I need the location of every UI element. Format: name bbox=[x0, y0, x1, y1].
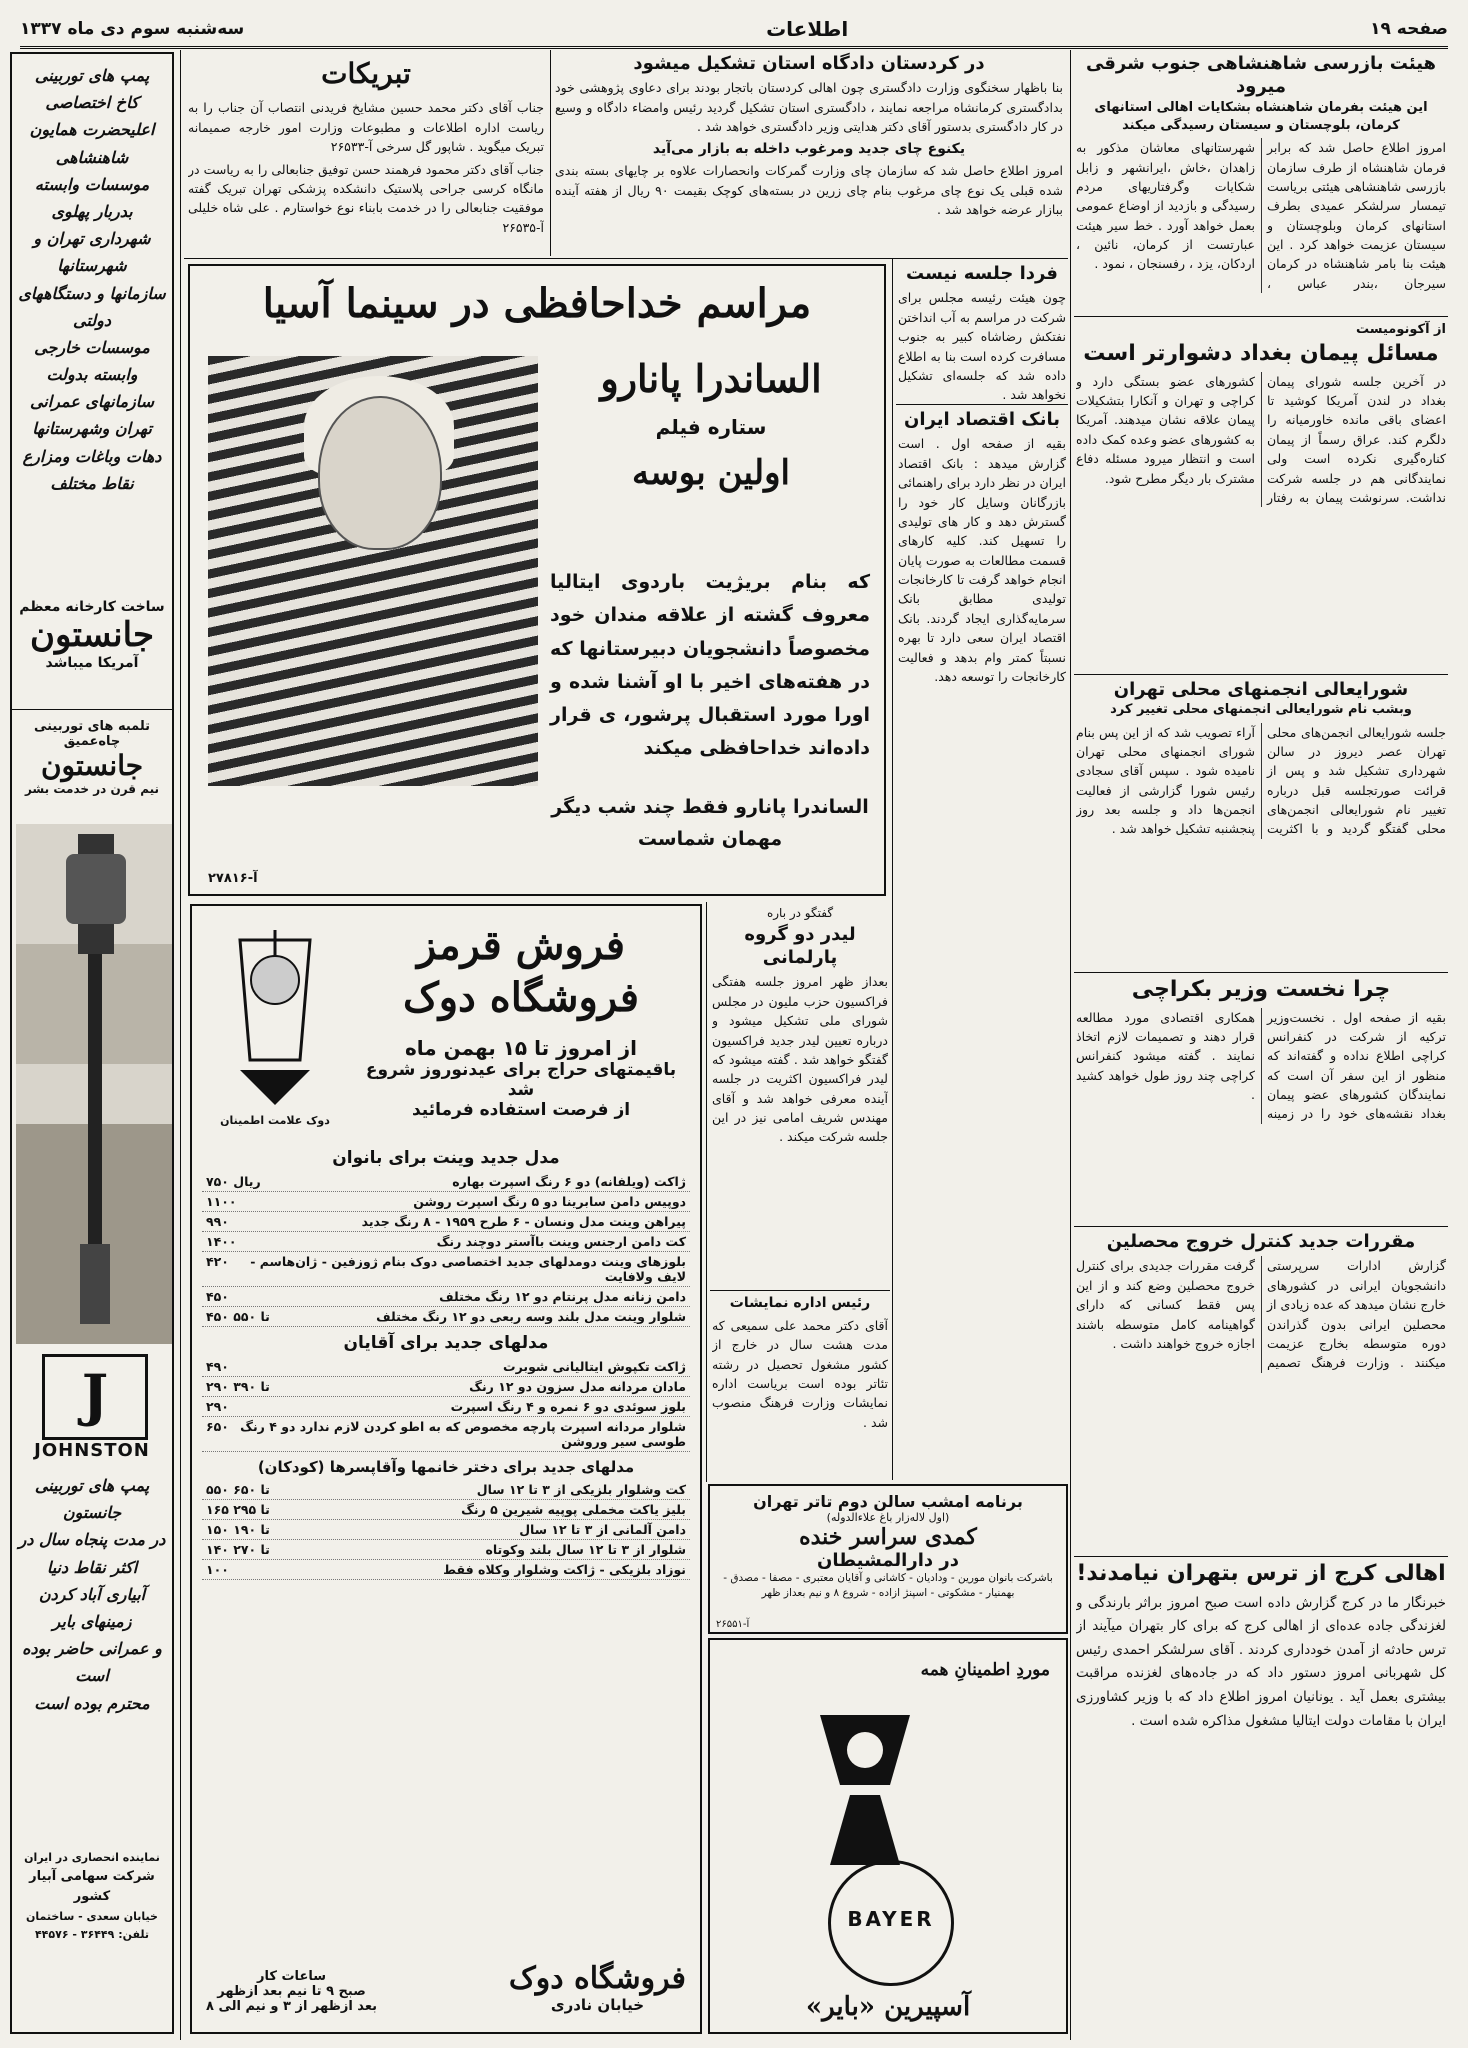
congrats-paragraph: جناب آقای دکتر محمد حسین مشایخ فریدنی انتصاب آن جناب را به ریاست اداره اطلاعات و مطبوعات وزارت امور خارجه صمیمانه تبریک میگوید . شاپور گل سرخی آ-۲۶۵۳۳ bbox=[188, 100, 544, 155]
item-price: ۴۵۰ تا ۵۵۰ bbox=[206, 1309, 270, 1324]
item-price: ۹۹۰ bbox=[206, 1214, 229, 1229]
item-price: ۴۲۰ bbox=[206, 1254, 229, 1269]
headline: بانک اقتصاد ایران bbox=[904, 409, 1060, 430]
cinema-ad bbox=[188, 264, 886, 896]
theater-cast: باشرکت بانوان مورین - ودادیان - کاشانی و آقایان معتبری - مصفا - مصدق - بهمنیار - مشکوتی - اسپنژ ازاده - شروع ۸ و نیم بعداز ظهر bbox=[723, 1572, 1053, 1599]
cinema-ad-closing: الساندرا پانارو فقط چند شب دیگر bbox=[551, 796, 869, 818]
hours-evening: بعد ازظهر از ۳ و نیم الی ۸ bbox=[206, 1999, 378, 2014]
cartoon-figure bbox=[790, 1695, 940, 1875]
sale-line: باقیمتهای حراج برای عیدنوروز شروع شد bbox=[365, 1060, 677, 1100]
item-price: ۱۴۰ تا ۲۷۰ bbox=[206, 1542, 270, 1557]
actress-photo bbox=[208, 356, 538, 786]
item-price: ۲۹۰ تا ۳۹۰ bbox=[206, 1379, 270, 1394]
article-karaj bbox=[1076, 1560, 1446, 2030]
promo-line: محترم بوده است bbox=[34, 1693, 150, 1713]
price-list bbox=[202, 1144, 690, 1580]
bayer-slogan: موردِ اطمینانِ همه bbox=[920, 1660, 1050, 1680]
price-row bbox=[202, 1480, 690, 1500]
item-price: ۱۵۰ تا ۱۹۰ bbox=[206, 1522, 270, 1537]
item-name: کت دامن ارجنس وینت باآستر دوچند رنگ bbox=[436, 1234, 686, 1249]
bayer-ad bbox=[708, 1638, 1068, 2034]
cinema-ad-body: که بنام بریژیت باردوی ایتالیا معروف گشته از علاقه مندان خود مخصوصاً دانشجویان دبیرستانها که در هفته‌های اخیر با او آشنا شده و اورا مورد استقبال پرشور، ی قرار داده‌اند خداحافظی میکند bbox=[550, 571, 870, 760]
men-items bbox=[202, 1357, 690, 1452]
headline: رئیس اداره نمایشات bbox=[729, 1295, 871, 1311]
item-price: ۴۵۰ bbox=[206, 1289, 229, 1304]
article-body: امروز اطلاع حاصل شد که سازمان چای وزارت گمرکات وانحصارات علاوه بر چایهای بسته بندی شده قبلی یک نوع چای مرغوب بنام چای زرین در بسته‌های کوچک بقیمت ۹۰ ریال از هفته آینده ببازار عرضه خواهد شد . bbox=[555, 163, 1063, 218]
cinema-ad-ref: آ-۲۷۸۱۶ bbox=[208, 871, 258, 886]
article-inspection bbox=[1076, 52, 1446, 312]
johnston-clients bbox=[16, 62, 168, 497]
article-tomorrow bbox=[898, 262, 1066, 402]
women-items bbox=[202, 1172, 690, 1327]
item-name: شلوار از ۳ تا ۱۲ سال بلند وکوتاه bbox=[485, 1542, 686, 1557]
item-price: ۱۱۰۰ bbox=[206, 1194, 237, 1209]
section-rule bbox=[896, 404, 1068, 405]
johnston-bottom bbox=[16, 1472, 168, 1717]
promo-line: پمپ های توربینی bbox=[34, 1476, 150, 1495]
agent-phone: تلفن: ۳۶۴۴۹ - ۴۴۵۷۶ bbox=[34, 1927, 150, 1941]
item-name: پیراهن وینت مدل ونسان - ۶ طرح ۱۹۵۹ - ۸ رنگ جدید bbox=[361, 1214, 686, 1229]
store-ad bbox=[190, 904, 702, 2034]
item-name: شلوار وینت مدل بلند وسه ربعی دو ۱۲ رنگ مختلف bbox=[376, 1309, 686, 1324]
subheadline: یکنوع چای جدید ومرغوب داخله به بازار می‌آید bbox=[652, 140, 966, 157]
promo-line: جانستون bbox=[62, 1503, 122, 1523]
section-rule bbox=[184, 258, 1068, 259]
item-name: بلوزهای وینت دومدلهای جدید اختصاصی دوک بنام ژوزفین - ژان‌هاسم - لایف ولافایت bbox=[250, 1254, 686, 1284]
theater-title: برنامه امشب سالن دوم تاتر تهران bbox=[753, 1492, 1023, 1511]
headline: اهالی کرج از ترس بتهران نیامدند! bbox=[1076, 1561, 1446, 1586]
hours-morning: صبح ۹ تا نیم بعد ازظهر bbox=[217, 1984, 366, 1999]
promo-line: در مدت پنجاه سال در اکثر نقاط دنیا bbox=[18, 1530, 166, 1577]
item-price: ۱۶۵ تا ۲۹۵ bbox=[206, 1502, 270, 1517]
article-bank bbox=[898, 408, 1066, 1474]
hanger-illustration bbox=[200, 920, 350, 1110]
column-rule bbox=[550, 50, 551, 256]
article-body: گزارش ادارات سرپرستی دانشجویان ایرانی در کشورهای خارج نشان میدهد که عده زیادی از محصلین ایرانی بدون گذراندن دوره متوسطه بخارج عزیمت میکنند . وزارت فرهنگ تصمیم گرفت مقررات جدیدی برای کنترل خروج محصلین وضع کند و از این پس فقط کسانی که دارای گواهینامه کامل متوسطه باشند اجازه خروج خواهند داشت . bbox=[1076, 1258, 1446, 1371]
price-row bbox=[202, 1500, 690, 1520]
headline: مسائل پیمان بغداد دشوارتر است bbox=[1083, 341, 1439, 367]
issue-date: سه‌شنبه سوم دی ماه ۱۳۳۷ bbox=[20, 19, 245, 39]
cinema-ad-guest: مهمان شماست bbox=[637, 828, 783, 850]
client-line: اعلیحضرت همایون شاهنشاهی bbox=[29, 120, 155, 167]
cinema-ad-title: مراسم خداحافظی در سینما آسیا bbox=[262, 280, 812, 327]
article-body: بنا باظهار سخنگوی وزارت دادگستری چون اهالی کردستان باتجار بودند برای دعاوی پژوهشی خود بدادگستری کرمانشاه مراجعه نمایند ، دادگستری استان تشکیل گردید رئیس وامضاء دادگاه و وسیع در کار دادگستری بدستور آقای دکتر هدایتی وزیر دادگستری خواهد شد . bbox=[555, 80, 1063, 135]
sale-period: از امروز تا ۱۵ بهمن ماه bbox=[404, 1036, 638, 1060]
price-row bbox=[202, 1357, 690, 1377]
johnston-logo bbox=[42, 1354, 148, 1440]
headline: تبریکات bbox=[321, 57, 411, 90]
article-baghdad bbox=[1076, 320, 1446, 670]
article-karachi bbox=[1076, 976, 1446, 1221]
price-row bbox=[202, 1560, 690, 1580]
store-headline: فروش قرمز فروشگاه دوک bbox=[402, 922, 640, 1021]
agent-address: خیابان سعدی - ساختمان bbox=[26, 1910, 158, 1924]
item-name: نوزاد بلزیکی - ژاکت وشلوار وکلاه فقط bbox=[443, 1562, 686, 1577]
section-rule bbox=[1074, 316, 1448, 317]
price-row bbox=[202, 1397, 690, 1417]
price-row bbox=[202, 1287, 690, 1307]
sale-line: از فرصت استفاده فرمائید bbox=[411, 1100, 631, 1120]
article-body: جلسه شورایعالی انجمن‌های محلی تهران عصر دیروز در سالن شهرداری تشکیل شد و پس از قرائت صورتجلسه قبل درباره تغییر نام شورایعالی انجمن‌های محلی گفتگو گردید و با اکثریت آراء تصویب شد که از این پس بنام شورای انجمنهای محلی تهران نامیده شود . سپس آقای سجادی رئیس شورا گزارشی از فعالیت انجمن‌ها داد و جلسه بعد روز پنجشنبه تشکیل خواهد شد . bbox=[1076, 724, 1446, 837]
brand-name: جانستون bbox=[30, 615, 154, 655]
headline: فردا جلسه نیست bbox=[906, 263, 1058, 284]
headline: لیدر دو گروه پارلمانی bbox=[744, 923, 856, 968]
hours-title: ساعات کار bbox=[257, 1969, 326, 1984]
item-name: دوپیس دامن سابرینا دو ۵ رنگ اسپرت روشن bbox=[413, 1194, 686, 1209]
section-title: مدلهای جدید برای آقایان bbox=[343, 1333, 549, 1353]
article-body: آقای دکتر محمد علی سمیعی که مدت هشت سال در خارج از کشور مشغول تحصیل در رشته تئاتر بوده است بریاست اداره نمایشات وزارت فرهنگ منصوب شد . bbox=[712, 1317, 888, 1430]
brand-name-2: جانستون bbox=[40, 749, 144, 782]
section-title: مدلهای جدید برای دختر خانمها وآقاپسرها (کودکان) bbox=[257, 1458, 635, 1476]
country-line: آمریکا میباشد bbox=[45, 655, 139, 671]
section-rule bbox=[1074, 1226, 1448, 1227]
client-line: موسسات خارجی وابسته بدولت bbox=[34, 337, 150, 385]
masthead bbox=[20, 12, 1448, 49]
article-body: امروز اطلاع حاصل شد که برابر فرمان شاهنشاه از طرف سازمان بازرسی شاهنشاهی هیئتی بریاست تیمسار سرلشکر عمیدی بطرف استانهای کرمان وبلوچستان و سیستان عزیمت خواهد کرد . این هیئت بنا بامر شاهنشاه در کرمان سیرجان ،بندر عباس ، شهرستانهای معاشان مذکور به زاهدان ،خاش ،ایرانشهر و زابل شکایات وگرفتاریهای مردم رسیدگی و بازدید از اوضاع عمومی بعمل خواهد آورد . خط سیر هیئت عبارتست از کرمان، نائین ، اردکان، یزد ، رفسنجان ، نمود . bbox=[1076, 140, 1446, 291]
article-kurdistan bbox=[555, 52, 1063, 252]
agent-name: شرکت سهامی آبیار کشور bbox=[29, 1868, 155, 1905]
headline: در کردستان دادگاه استان تشکیل میشود bbox=[633, 53, 985, 74]
theater-ad bbox=[708, 1484, 1068, 1634]
pump-illustration bbox=[16, 824, 172, 1344]
item-name: دامن آلمانی از ۳ تا ۱۲ سال bbox=[519, 1522, 686, 1537]
client-line: سازمانهای عمرانی تهران وشهرستانها bbox=[29, 392, 155, 439]
store-logo bbox=[200, 920, 350, 1130]
article-council bbox=[1076, 678, 1446, 968]
client-line: موسسات وابسته بدربار پهلوی bbox=[34, 174, 150, 221]
item-name: بلیز یاکت مخملی پوپیه شیرین ۵ رنگ bbox=[461, 1502, 686, 1517]
item-name: شلوار مردانه اسپرت پارچه مخصوص که به اطو کردن لازم ندارد دو ۴ رنگ طوسی سیر وروشن bbox=[240, 1419, 686, 1449]
headline: چرا نخست وزیر بکراچی bbox=[1131, 977, 1391, 1002]
item-name: بلوز سوئدی دو ۶ نمره و ۴ رنگ اسپرت bbox=[450, 1399, 686, 1414]
price-row bbox=[202, 1540, 690, 1560]
johnston-ad bbox=[10, 52, 174, 2034]
price-row bbox=[202, 1417, 690, 1452]
price-row bbox=[202, 1520, 690, 1540]
theater-address: (اول لاله‌زار باغ علاءالدوله) bbox=[826, 1511, 950, 1524]
promo-line: و عمرانی حاضر بوده است bbox=[22, 1639, 162, 1686]
subheadline: این هیئت بفرمان شاهنشاه بشکایات اهالی استانهای کرمان، بلوچستان و سیستان رسیدگی میکند bbox=[1094, 99, 1428, 133]
section-rule bbox=[710, 1290, 890, 1291]
price-row bbox=[202, 1172, 690, 1192]
item-price: ۵۵۰ تا ۶۵۰ bbox=[206, 1482, 270, 1497]
article-body: بعداز ظهر امروز جلسه هفتگی فراکسیون حزب ملیون در مجلس شورای ملی تشکیل میشود و درباره تعیین لیدر جدید فراکسیون گفتگو خواهد شد . گفته میشود که لیدر فراکسیون اکثریت در جلسه آینده معرفی خواهد شد و آقای مهندس شریف امامی نیز در این جلسه شرکت میکند . bbox=[712, 974, 888, 1145]
headline: مقررات جدید کنترل خروج محصلین bbox=[1106, 1231, 1416, 1252]
section-rule bbox=[1074, 674, 1448, 675]
column-rule bbox=[1070, 50, 1071, 2040]
section-rule bbox=[1074, 972, 1448, 973]
client-line: دهات وباغات ومزارع نقاط مختلف bbox=[22, 446, 162, 493]
item-name: مادان مردانه مدل سزون دو ۱۲ رنگ bbox=[469, 1379, 686, 1394]
film-title: اولین بوسه bbox=[632, 453, 790, 493]
item-name: ژاکت تکپوش ایتالیانی شوبرت bbox=[503, 1359, 686, 1374]
price-row bbox=[202, 1307, 690, 1327]
article-parliament bbox=[712, 904, 888, 1284]
store-street: خیابان نادری bbox=[550, 1996, 645, 2014]
client-line: پمپ های توربینی bbox=[34, 66, 150, 85]
kicker: از آکونومیست bbox=[1355, 322, 1446, 337]
price-row bbox=[202, 1232, 690, 1252]
client-line: سازمانها و دستگاههای دولتی bbox=[18, 283, 166, 330]
article-body: چون هیئت رئیسه مجلس برای شرکت در مراسم به آب انداختن نفتکش رضاشاه کبیر به جنوب مسافرت کرده است بنا به اطلاع داده شد که جلسه‌ای تشکیل نخواهد شد . bbox=[898, 290, 1066, 402]
article-body: در آخرین جلسه شورای پیمان بغداد در لندن آمریکا کوشید تا اعضای باقی مانده خاورمیانه را دلگرم کند. عراق رسماً از پیمان کناره‌گیری نکرده است ولی نمایندگانی هم در جلسه شرکت نداشت. سرنوشت پیمان به رفتار کشورهای عضو بستگی دارد و کراچی و تهران و آنکارا بتشکیلات پیمان علاقه نشان میدهند. آمریکا به کشورهای عضو وعده کمک داده است و انتظار میرود مسئله دفاع مشترک بار دیگر مطرح شود. bbox=[1076, 373, 1446, 505]
section-rule bbox=[1074, 1556, 1448, 1557]
logo-caption: دوک علامت اطمینان bbox=[220, 1114, 330, 1127]
article-exports bbox=[1076, 1230, 1446, 1550]
headline: شورایعالی انجمنهای محلی تهران bbox=[1113, 679, 1409, 700]
logo-word: JOHNSTON bbox=[34, 1440, 150, 1461]
item-name: دامن زنانه مدل پرنتام دو ۱۲ رنگ مختلف bbox=[439, 1289, 686, 1304]
congrats-paragraph: جناب آقای دکتر محمود فرهمند حسن توفیق جنابعالی را به ریاست در مانگاه کرسی جراحی پلاستیک دانشکده پزشکی تهران تبریک گفته موفقیت جنابعالی را در خدمت بابناء نوع خواستارم . علی شاه خلیلی آ-۲۶۵۳۵ bbox=[188, 161, 544, 235]
item-name: ژاکت (ویلفانه) دو ۶ رنگ اسپرت بهاره bbox=[452, 1174, 686, 1189]
store-name: فروشگاه دوک bbox=[508, 1961, 686, 1996]
item-price: ۷۵۰ ریال bbox=[206, 1174, 261, 1189]
agent-label: نماینده انحصاری در ایران bbox=[24, 1851, 160, 1864]
pump-tagline-2: نیم قرن در خدمت بشر bbox=[24, 782, 160, 796]
client-line: شهرداری تهران و شهرستانها bbox=[33, 229, 151, 276]
article-body: بقیه از صفحه اول . نخست‌وزیر ترکیه از شرکت در کنفرانس کراچی اطلاع نداده و گفته‌اند که منظور از این سفر آن است که نمایندگان کشورهای عضو پیمان بغداد نقشه‌های خود را در زمینه همکاری اقتصادی مورد مطالعه قرار دهند و تصمیمات لازم اتخاذ نمایند . گفته میشود کنفرانس کراچی چند روز طول خواهد کشید . bbox=[1076, 1009, 1446, 1122]
bayer-logo bbox=[828, 1860, 954, 1986]
article-theater-board bbox=[712, 1294, 888, 1478]
article-body: بقیه از صفحه اول . است گزارش میدهد : بانک اقتصاد ایران در نظر دارد برای راهنمائی بازرگانان وسایل کار خود را گسترش دهد و کار های تولیدی را تسهیل کند. کلیه کارهای قسمت مطالعات به صورت پایان انجام خواهد گرفت تا کارخانجات تولیدی مطابق بانک سرمایه‌گذاری ایجاد گردند. بانک اقتصاد ایران سعی دارد تا بهره نسبتاً کمتر وام بدهد و فعالیت کارخانجات را توسعه دهد. bbox=[898, 436, 1066, 684]
promo-line: آبیاری آباد کردن زمینهای بایر bbox=[38, 1584, 146, 1631]
column-rule bbox=[180, 50, 181, 2040]
price-row bbox=[202, 1212, 690, 1232]
paper-name: اطلاعات bbox=[766, 17, 849, 41]
page-number: صفحه ۱۹ bbox=[1370, 19, 1448, 39]
item-price: ۴۹۰ bbox=[206, 1359, 229, 1374]
item-name: کت وشلوار بلزیکی از ۳ تا ۱۲ سال bbox=[476, 1482, 686, 1497]
section-rule bbox=[12, 709, 172, 710]
logo-letter: J bbox=[81, 1363, 109, 1429]
product-name: آسپیرین «بایر» bbox=[805, 1992, 971, 2022]
client-line: کاخ اختصاصی bbox=[45, 93, 139, 113]
item-price: ۱۴۰۰ bbox=[206, 1234, 237, 1249]
price-row bbox=[202, 1252, 690, 1287]
maker-line: ساخت کارخانه معظم bbox=[19, 599, 165, 615]
kids-items bbox=[202, 1480, 690, 1580]
section-title: مدل جدید وینت برای بانوان bbox=[332, 1148, 560, 1168]
column-rule bbox=[706, 902, 707, 1482]
bayer-logo-text: BAYER bbox=[847, 1907, 935, 1931]
item-price: ۶۵۰ bbox=[206, 1419, 229, 1434]
kicker: گفتگو در باره bbox=[766, 906, 834, 920]
star-role: ستاره فیلم bbox=[655, 415, 767, 439]
column-rule bbox=[892, 258, 893, 1480]
theater-ref: آ-۲۶۵۵۱ bbox=[716, 1619, 750, 1630]
star-name: الساندرا پانارو bbox=[600, 356, 822, 401]
play-title: کمدی سراسر خنده bbox=[799, 1524, 977, 1550]
play-title-2: در دارالمشیطان bbox=[817, 1550, 959, 1571]
price-row bbox=[202, 1377, 690, 1397]
article-congratulations bbox=[188, 52, 544, 252]
headline: هیئت بازرسی شاهنشاهی جنوب شرقی میرود bbox=[1085, 53, 1437, 98]
item-price: ۱۰۰ bbox=[206, 1562, 229, 1577]
subheadline: وبشب نام شورایعالی انجمنهای محلی تغییر کرد bbox=[1110, 702, 1412, 718]
price-row bbox=[202, 1192, 690, 1212]
pump-tagline: تلمبه های توربینی چاه‌عمیق bbox=[33, 719, 151, 749]
item-price: ۲۹۰ bbox=[206, 1399, 229, 1414]
article-body: خبرنگار ما در کرج گزارش داده است صبح امروز براثر بارندگی و لغزندگی جاده عده‌ای از اهالی کرج که برای کار بتهران میآیند از ترس حادثه از آمدن خودداری کردند . آقای سرلشکر احمدی رئیس کل شهربانی امروز دستور داد که در جاده‌های لغزنده مراقبت بیشتری بعمل آید . یونانیان امروز اطلاع داد که با وزیر کشاورزی ایران با مقامات دولت ایتالیا مشغول مذاکره شده است . bbox=[1076, 1594, 1446, 1729]
